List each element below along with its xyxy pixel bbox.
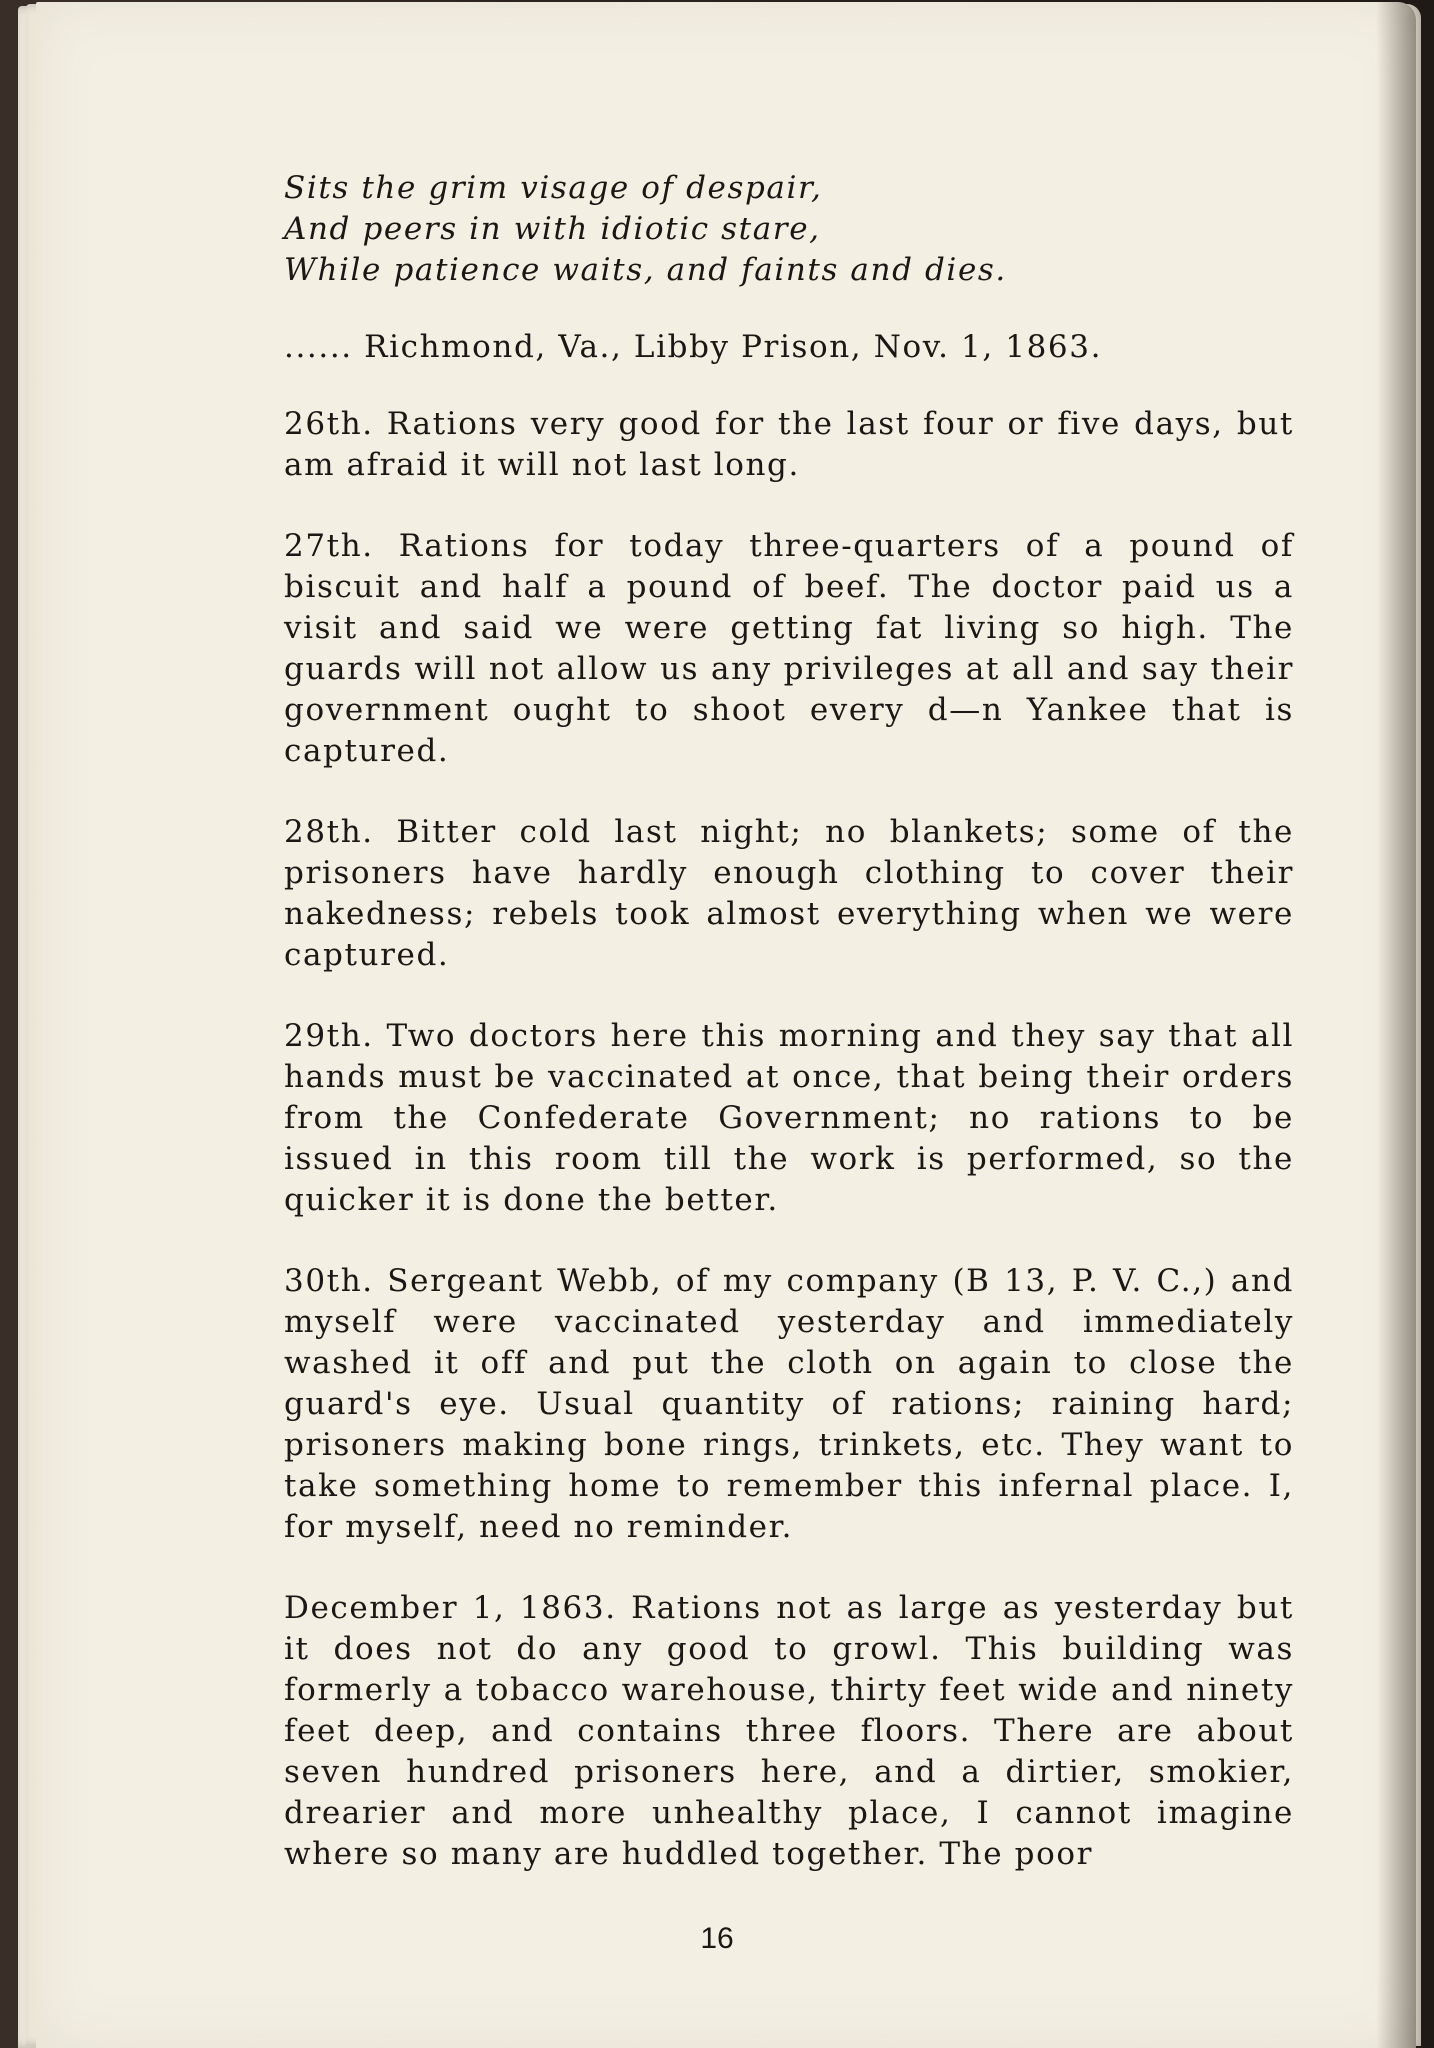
diary-entry: 29th. Two doctors here this morning and they say that all hands must be vaccinated at once, that being their orders from the Confederate Government; no rations to be issued in this room till the work is performed, so the quicker it is done the better.: [284, 1018, 1294, 1218]
page-content: [248, 168, 1298, 1915]
page-number: 16: [700, 1922, 734, 1955]
diary-entry: 30th. Sergeant Webb, of my company (B 13, P. V. C.,) and myself were vaccinated yesterday and immediately washed it off and put the cloth on again to close the guard's eye. Usual quantity of rations; raining hard; prisoners making bone rings, trinkets, etc. They want to take something home to remember this infernal place. I, for myself, need no reminder.: [284, 1263, 1294, 1545]
spine-shadow: [1376, 2, 1416, 2048]
diary-entry: 26th. Rations very good for the last four or five days, but am afraid it will not last long.: [284, 406, 1294, 483]
poem-verse: [284, 168, 1298, 291]
diary-entry: 27th. Rations for today three-quarters of a pound of biscuit and half a pound of beef. The doctor paid us a visit and said we were getting fat living so high. The guards will not allow us any privileges at all and say their government ought to shoot every d—n Yankee that is captured.: [284, 528, 1294, 769]
verse-line: And peers in with idiotic stare,: [284, 211, 821, 247]
verse-line: Sits the grim visage of despair,: [284, 170, 823, 206]
verse-line: While patience waits, and faints and dies.: [284, 252, 1007, 288]
diary-entry: 28th. Bitter cold last night; no blankets; some of the prisoners have hardly enough clothing to cover their nakedness; rebels took almost everything when we were captured.: [284, 814, 1294, 973]
dateline: ...... Richmond, Va., Libby Prison, Nov. 1, 1863.: [284, 329, 1103, 365]
diary-entry: December 1, 1863. Rations not as large as yesterday but it does not do any good to growl. This building was formerly a tobacco warehouse, thirty feet wide and ninety feet deep, and contains three floors. There are about seven hundred prisoners here, and a dirtier, smokier, drearier and more unhealthy place, I cannot imagine where so many are huddled together. The poor: [284, 1590, 1294, 1872]
